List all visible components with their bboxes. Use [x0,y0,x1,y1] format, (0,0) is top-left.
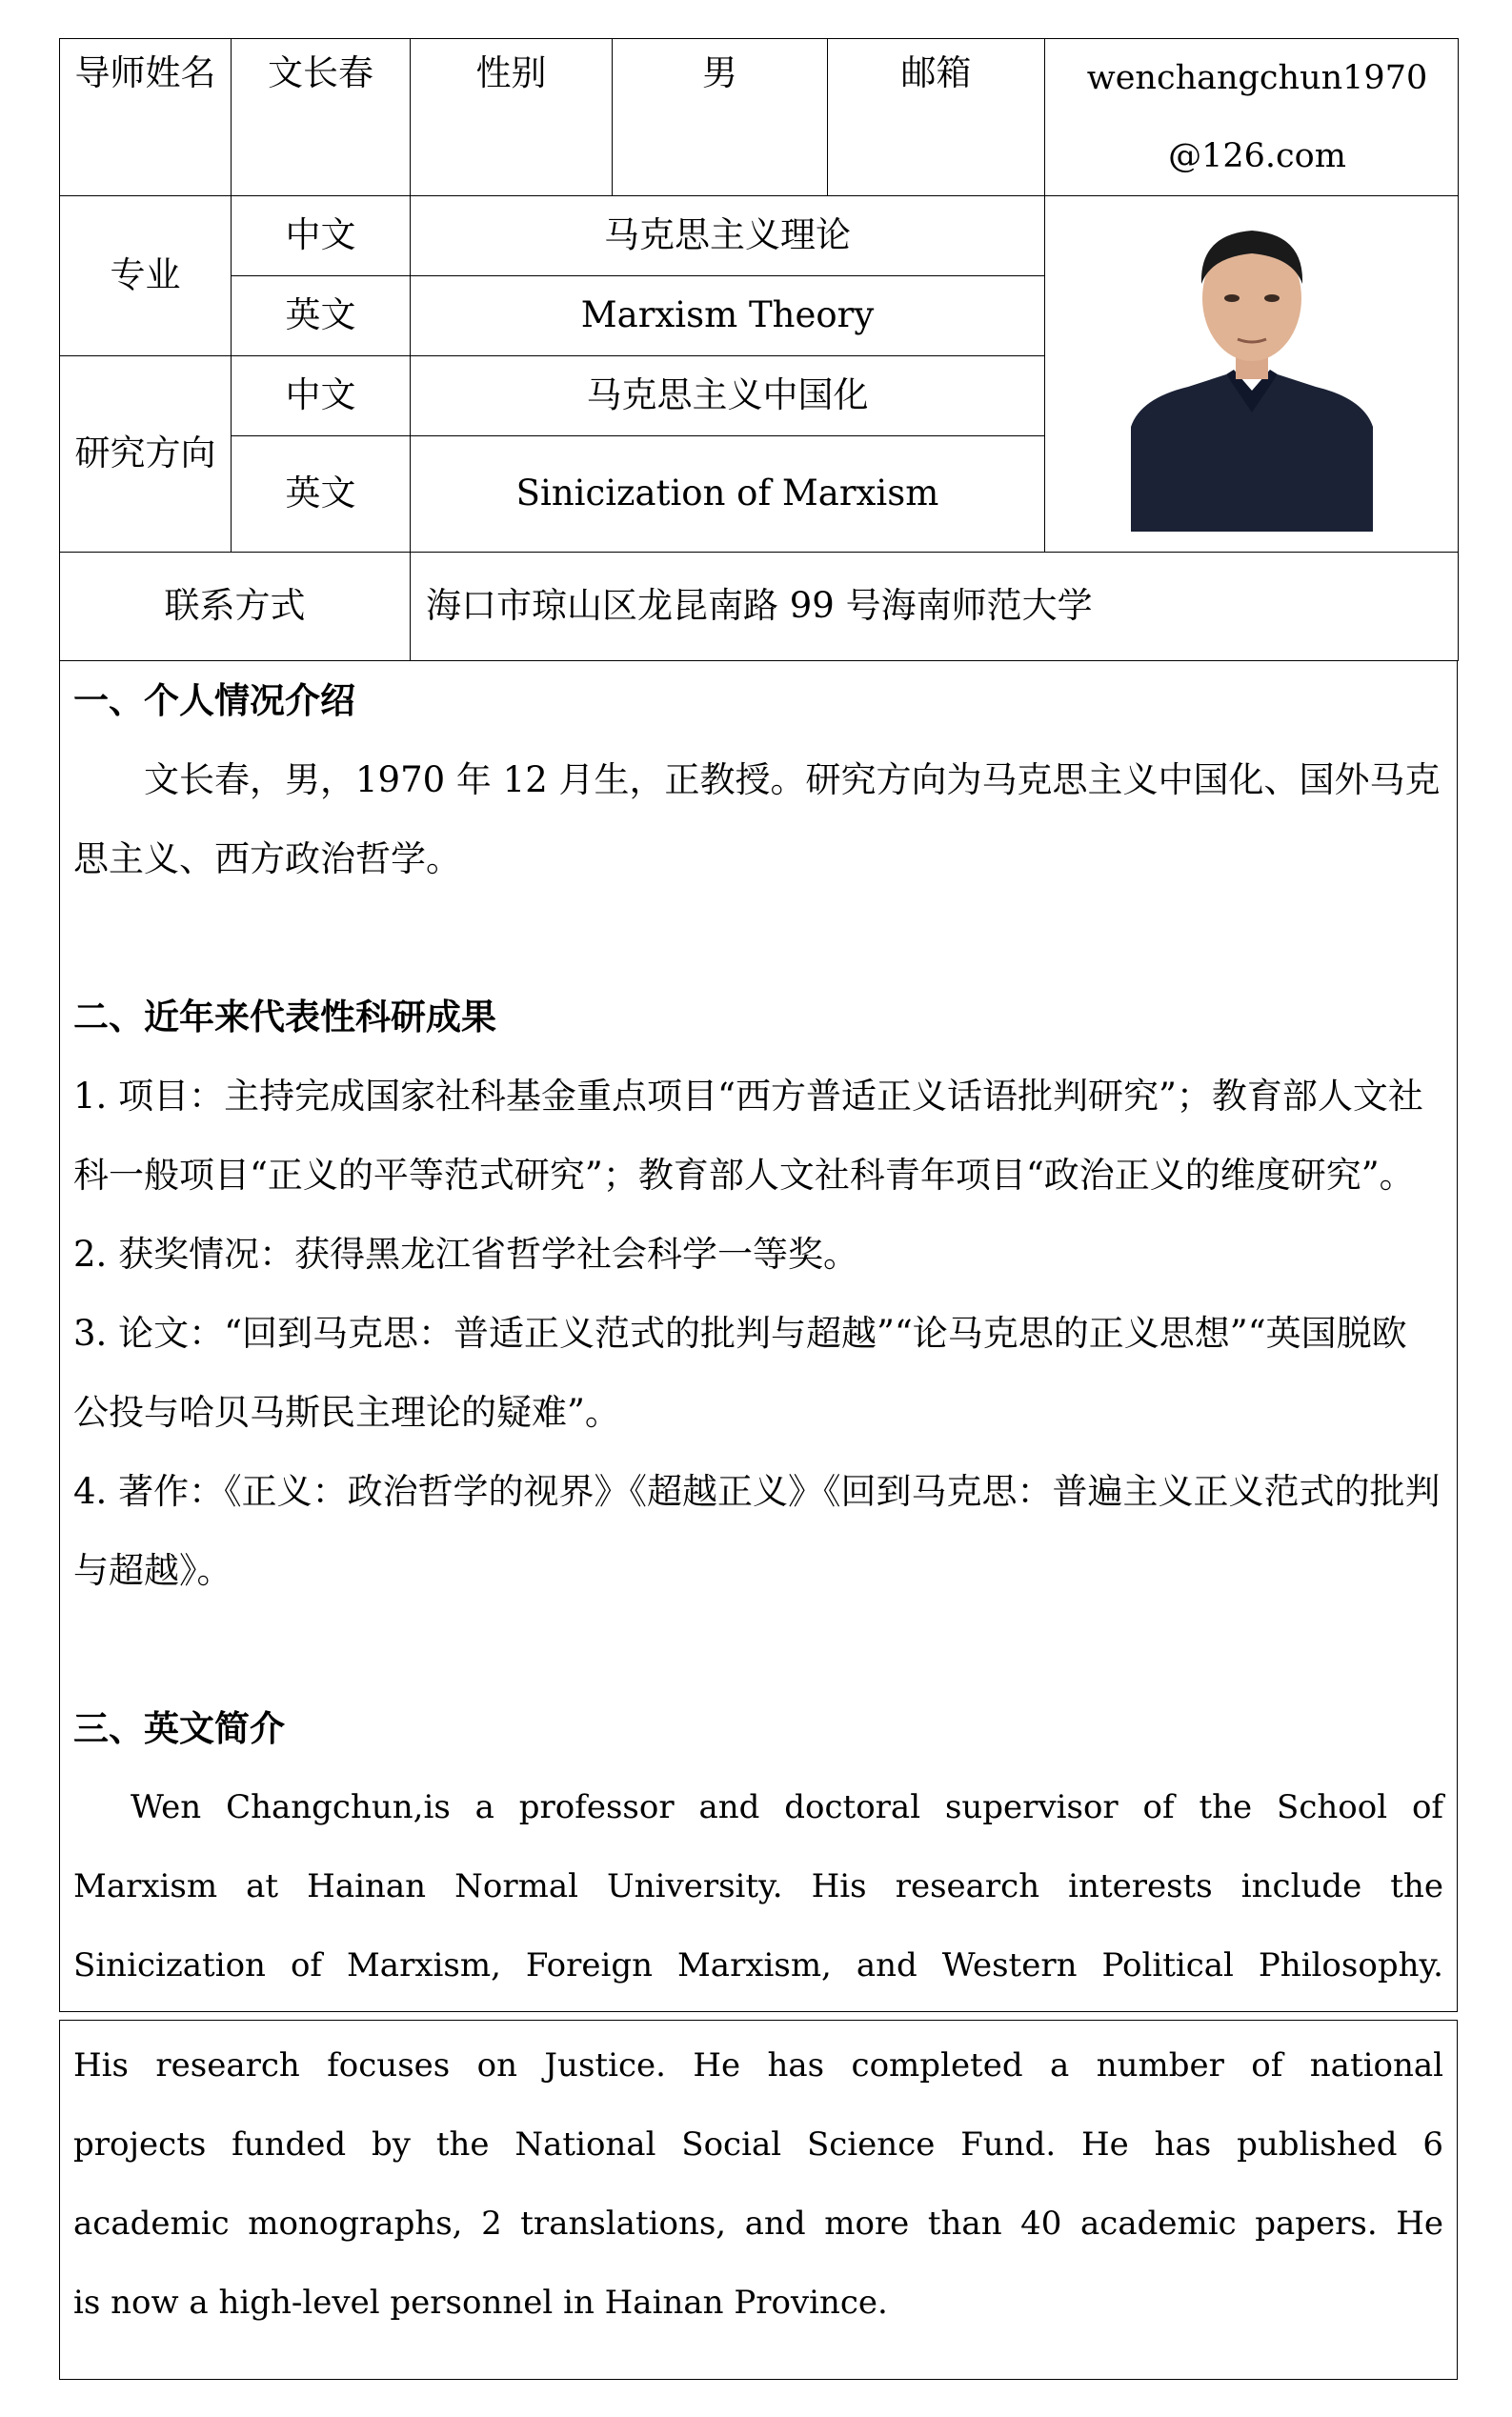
english-intro-line-3: Sinicization of Marxism, Foreign Marxism, and Western Political Philosophy. [73,1946,1443,1984]
english-intro-line-2: Marxism at Hainan Normal University. His research interests include the [73,1867,1443,1905]
achievement-item-3-line-2: 公投与哈贝马斯民主理论的疑难”。 [73,1392,620,1433]
achievement-item-2: 2. 获奖情况：获得黑龙江省哲学社会科学一等奖。 [73,1234,859,1275]
english-intro-continued [59,2020,1458,2380]
info-table [59,38,1459,661]
profile-body [59,661,1458,2012]
portrait-photo [1131,217,1373,532]
achievement-item-4-line-2: 与超越》。 [73,1550,232,1591]
research-cn-value: 马克思主义中国化 [411,356,1045,436]
photo-cell [1045,196,1459,553]
major-en-label: 英文 [232,276,411,356]
english-intro-line-7: is now a high-level personnel in Hainan Province. [73,2284,888,2322]
email-label: 邮箱 [828,39,1045,196]
name-label: 导师姓名 [60,39,232,196]
email-line-2: @126.com [1168,137,1346,175]
contact-value: 海口市琼山区龙昆南路 99 号海南师范大学 [411,553,1459,661]
english-intro-line-5: projects funded by the National Social Science Fund. He has published 6 [73,2125,1443,2164]
major-cn-label: 中文 [232,196,411,276]
section-title-achievements: 二、近年来代表性科研成果 [73,996,496,1037]
email-value [1045,39,1459,196]
spacer [73,1610,1443,1689]
major-cn-value: 马克思主义理论 [411,196,1045,276]
achievement-item-3-line-1: 3. 论文：“回到马克思：普适正义范式的批判与超越”“论马克思的正义思想”“英国脱欧 [73,1313,1407,1354]
english-intro-line-4: His research focuses on Justice. He has completed a number of national [73,2046,1443,2085]
profile-sheet [59,38,1458,2012]
major-label: 专业 [60,196,232,356]
gender-label: 性别 [411,39,613,196]
gender-value: 男 [613,39,828,196]
section-title-english: 三、英文简介 [73,1707,285,1749]
email-line-1: wenchangchun1970 [1086,59,1428,97]
research-en-value: Sinicization of Marxism [411,436,1045,553]
major-en-value: Marxism Theory [411,276,1045,356]
research-cn-label: 中文 [232,356,411,436]
english-intro-line-6: academic monographs, 2 translations, and more than 40 academic papers. He [73,2205,1443,2243]
achievement-item-1-line-2: 科一般项目“正义的平等范式研究”；教育部人文社科青年项目“政治正义的维度研究”。 [73,1155,1415,1196]
section-title-intro: 一、个人情况介绍 [73,679,355,721]
intro-line-1: 文长春，男，1970 年 12 月生，正教授。研究方向为马克思主义中国化、国外马克 [144,759,1441,800]
achievement-item-1-line-1: 1. 项目：主持完成国家社科基金重点项目“西方普适正义话语批判研究”；教育部人文社 [73,1076,1423,1117]
name-value: 文长春 [232,39,411,196]
achievement-item-4-line-1: 4. 著作：《正义：政治哲学的视界》《超越正义》《回到马克思：普遍主义正义范式的批判 [73,1471,1441,1512]
intro-line-2: 思主义、西方政治哲学。 [73,838,461,879]
research-en-label: 英文 [232,436,411,553]
spacer [73,898,1443,977]
research-label: 研究方向 [60,356,232,553]
english-intro-line-1: Wen Changchun,is a professor and doctoral supervisor of the School of [131,1788,1443,1826]
contact-label: 联系方式 [60,553,411,661]
